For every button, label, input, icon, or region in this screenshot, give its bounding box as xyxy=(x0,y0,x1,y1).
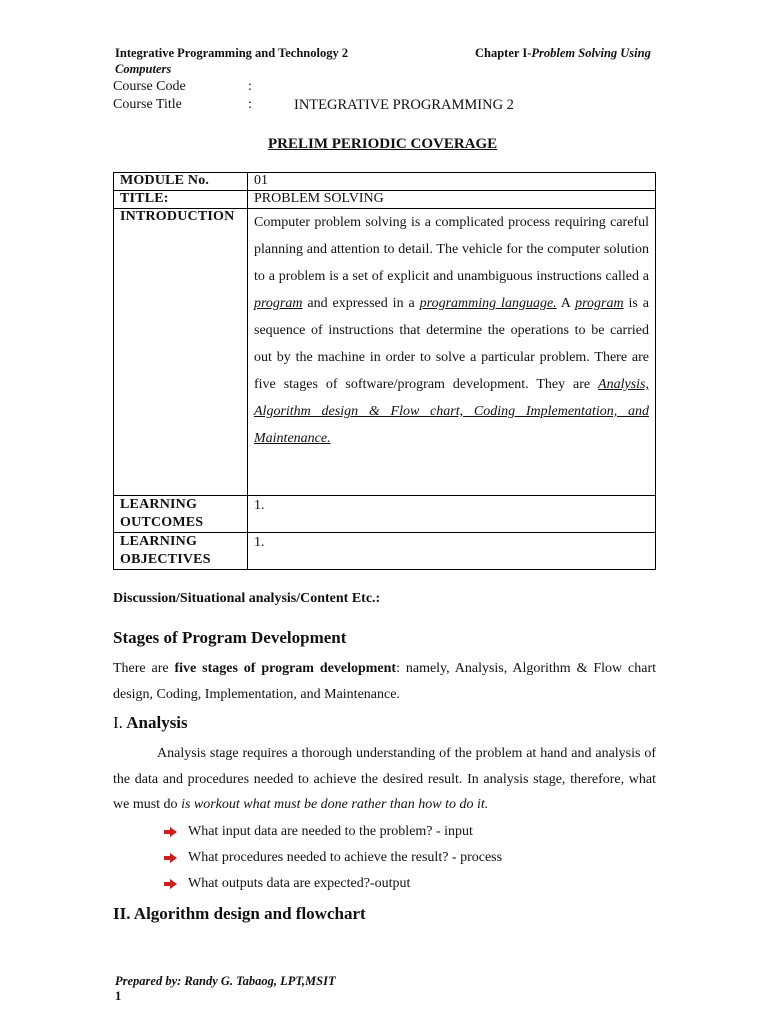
stages-text-pre: There are xyxy=(113,661,175,676)
learning-outcomes-label: LEARNING OUTCOMES xyxy=(114,496,248,533)
learning-objectives-label: LEARNING OBJECTIVES xyxy=(114,533,248,570)
algorithm-heading: II. Algorithm design and flowchart xyxy=(113,904,366,923)
intro-text-3: A xyxy=(556,296,576,311)
intro-text-2: and expressed in a xyxy=(302,296,420,311)
bullet-text-output: What outputs data are expected?-output xyxy=(188,876,411,891)
intro-term-language: programming language. xyxy=(419,296,557,311)
learning-objectives-value: 1. xyxy=(248,533,656,570)
stages-text-post: : namely, Analysis, Algorithm & Flow chart design, Coding, Implementation, and Maintenance. xyxy=(113,661,656,702)
coverage-title: PRELIM PERIODIC COVERAGE xyxy=(268,136,498,152)
bullet-text-input: What input data are needed to the problem? - input xyxy=(188,824,473,839)
course-title-value: INTEGRATIVE PROGRAMMING 2 xyxy=(294,97,514,113)
course-title-label: Course Title xyxy=(113,97,182,112)
page-number: 1 xyxy=(115,989,122,1003)
intro-term-program: program xyxy=(254,296,303,311)
intro-term-program-2: program xyxy=(575,296,624,311)
header-chapter-prefix: Chapter I- xyxy=(475,46,532,60)
module-label: MODULE No. xyxy=(114,173,248,191)
stages-paragraph xyxy=(113,656,656,707)
arrow-icon xyxy=(170,879,177,889)
header-chapter xyxy=(475,46,651,61)
discussion-heading: Discussion/Situational analysis/Content Etc.: xyxy=(113,591,381,606)
module-value: 01 xyxy=(248,173,656,191)
analysis-heading xyxy=(113,713,188,733)
title-label: TITLE: xyxy=(114,191,248,209)
arrow-icon xyxy=(170,853,177,863)
footer-prepared-by: Prepared by: Randy G. Tabaog, LPT,MSIT xyxy=(115,974,336,988)
bullet-item xyxy=(170,850,502,866)
learning-outcomes-value: 1. xyxy=(248,496,656,533)
course-code-label: Course Code xyxy=(113,79,186,94)
module-table xyxy=(113,172,656,570)
introduction-text xyxy=(248,209,656,496)
arrow-icon xyxy=(170,827,177,837)
intro-text-1: Computer problem solving is a complicated process requiring careful planning and attention to detail. The vehicle for the computer solution to a problem is a set of explicit and unambiguous instructions called a xyxy=(254,215,649,284)
introduction-label: INTRODUCTION xyxy=(114,209,248,496)
stages-heading: Stages of Program Development xyxy=(113,628,347,647)
intro-term-stages: Analysis, Algorithm design & Flow chart, Coding Implementation, and Maintenance. xyxy=(254,377,649,446)
intro-text-4: is a sequence of instructions that determine the operations to be carried out by the machine in order to solve a particular problem. There are five stages of software/program development. They are xyxy=(254,296,649,392)
header-course-name: Integrative Programming and Technology 2 xyxy=(115,46,349,60)
bullet-text-process: What procedures needed to achieve the result? - process xyxy=(188,850,503,865)
header-chapter-wrap: Computers xyxy=(115,62,172,76)
analysis-numeral: I. xyxy=(113,713,123,732)
analysis-paragraph xyxy=(113,741,656,818)
course-code-colon: : xyxy=(248,79,252,94)
analysis-text-italic: is workout what must be done rather than how to do it. xyxy=(181,797,489,812)
analysis-text: Analysis stage requires a thorough understanding of the problem at hand and analysis of the data and procedures needed to achieve the desired result. In analysis stage, therefore, what we must do xyxy=(113,746,656,812)
bullet-item xyxy=(170,824,473,840)
stages-text-bold: five stages of program development xyxy=(174,661,397,676)
course-title-colon: : xyxy=(248,97,252,112)
bullet-item xyxy=(170,876,410,892)
header-chapter-title: Problem Solving Using xyxy=(531,46,651,60)
title-value: PROBLEM SOLVING xyxy=(248,191,656,209)
analysis-title: Analysis xyxy=(126,713,188,732)
